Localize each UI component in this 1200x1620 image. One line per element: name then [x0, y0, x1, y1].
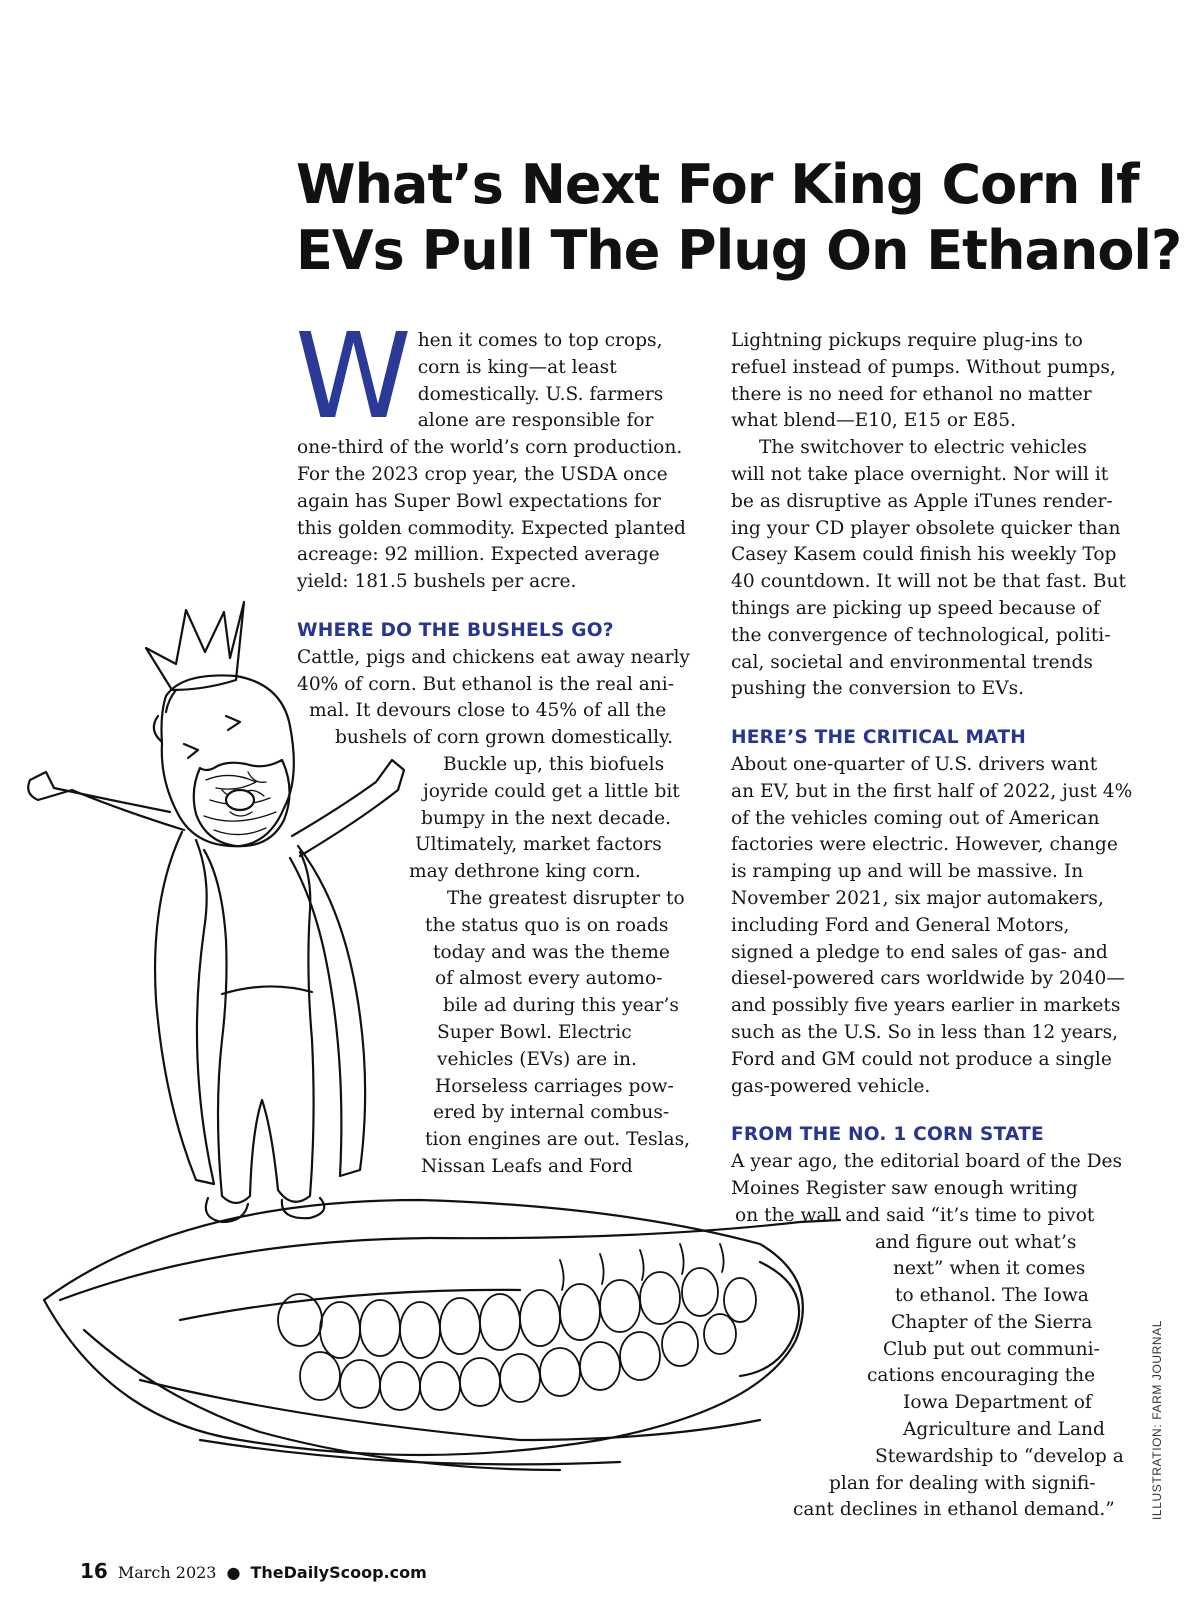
king-feet: [206, 1198, 324, 1222]
intro-line: acreage: 92 million. Expected average: [297, 544, 660, 566]
body-line: be as disruptive as Apple iTunes render-: [731, 490, 1113, 512]
body-line: The switchover to electric vehicles: [759, 437, 1087, 459]
intro-line: domestically. U.S. farmers: [417, 383, 664, 405]
bullet-separator-icon: ●: [226, 1563, 241, 1582]
body-line: refuel instead of pumps. Without pumps,: [731, 356, 1116, 378]
body-line: on the wall and said “it’s time to pivot: [735, 1204, 1095, 1226]
intro-line: For the 2023 crop year, the USDA once: [297, 463, 668, 485]
issue-date: March 2023: [117, 1563, 217, 1582]
intro-line: corn is king—at least: [417, 356, 617, 378]
page-number: 16: [80, 1559, 108, 1583]
intro-paragraph: [295, 307, 686, 596]
body-line: November 2021, six major automakers,: [731, 887, 1104, 909]
body-line: Buckle up, this biofuels: [443, 753, 665, 775]
body-line: may dethrone king corn.: [409, 861, 641, 883]
body-line: and figure out what’s: [875, 1231, 1077, 1253]
headline-line-2: EVs Pull The Plug On Ethanol?: [296, 219, 1182, 282]
subhead-corn-state: FROM THE NO. 1 CORN STATE: [731, 1124, 1044, 1146]
body-line: the status quo is on roads: [425, 914, 669, 936]
drop-cap: W: [295, 307, 412, 445]
site-url: TheDailyScoop.com: [250, 1563, 427, 1582]
body-line: Ultimately, market factors: [415, 834, 662, 856]
body-line: gas-powered vehicle.: [731, 1075, 931, 1097]
body-line: to ethanol. The Iowa: [895, 1285, 1089, 1307]
section-corn-state: [731, 1149, 1123, 1524]
body-line: of almost every automo-: [435, 968, 663, 990]
section-bushels: [297, 645, 691, 1181]
body-line: cal, societal and environmental trends: [731, 651, 1093, 673]
paragraph-switchover: [731, 435, 1126, 703]
body-line: joyride could get a little bit: [423, 780, 680, 802]
body-line: diesel-powered cars worldwide by 2040—: [731, 968, 1125, 990]
body-line: Moines Register saw enough writing: [731, 1177, 1078, 1199]
body-line: vehicles (EVs) are in.: [437, 1048, 637, 1070]
body-line: an EV, but in the first half of 2022, just 4%: [731, 780, 1133, 802]
body-line: things are picking up speed because of: [731, 597, 1100, 619]
intro-line: one-third of the world’s corn production.: [297, 437, 683, 459]
corn-kernels: [278, 1244, 756, 1410]
body-line: Iowa Department of: [903, 1392, 1092, 1414]
body-line: 40% of corn. But ethanol is the real ani-: [297, 673, 674, 695]
body-line: there is no need for ethanol no matter: [731, 383, 1092, 405]
body-line: plan for dealing with signifi-: [829, 1472, 1096, 1494]
body-line: bushels of corn grown domestically.: [335, 727, 673, 749]
page-footer: [80, 1559, 427, 1583]
king-eyes: [184, 716, 240, 758]
intro-line: again has Super Bowl expectations for: [297, 490, 661, 512]
intro-line: alone are responsible for: [417, 410, 654, 432]
body-line: cant declines in ethanol demand.”: [793, 1499, 1115, 1521]
king-left-arm: [28, 772, 184, 830]
body-line: Cattle, pigs and chickens eat away nearly: [297, 646, 690, 668]
body-line: Super Bowl. Electric: [437, 1021, 632, 1043]
body-line: such as the U.S. So in less than 12 years,: [731, 1021, 1119, 1043]
body-line: ing your CD player obsolete quicker than: [731, 517, 1121, 539]
body-line: A year ago, the editorial board of the Des: [731, 1151, 1123, 1173]
left-column: [295, 307, 691, 1181]
body-line: Chapter of the Sierra: [891, 1311, 1093, 1333]
article-headline: [296, 152, 1182, 284]
body-line: is ramping up and will be massive. In: [731, 861, 1084, 883]
body-line: Horseless carriages pow-: [435, 1075, 674, 1097]
body-line: Agriculture and Land: [903, 1419, 1105, 1441]
body-line: will not take place overnight. Nor will it: [731, 463, 1109, 485]
body-line: The greatest disrupter to: [447, 887, 685, 909]
headline-line-1: What’s Next For King Corn If: [296, 153, 1139, 216]
body-line: Club put out communi-: [883, 1338, 1100, 1360]
body-line: next” when it comes: [893, 1258, 1086, 1280]
body-line: of the vehicles coming out of American: [731, 807, 1100, 829]
subhead-bushels: WHERE DO THE BUSHELS GO?: [297, 619, 614, 641]
body-line: bile ad during this year’s: [443, 995, 679, 1017]
body-line: 40 countdown. It will not be that fast. But: [731, 571, 1126, 593]
illustration-credit: ILLUSTRATION: FARM JOURNAL: [1150, 1319, 1164, 1520]
crown-icon: [146, 602, 244, 690]
paragraph-lightning: [731, 328, 1123, 435]
body-line: mal. It devours close to 45% of all the: [309, 700, 667, 722]
subhead-critical-math: HERE’S THE CRITICAL MATH: [731, 727, 1026, 749]
body-line: bumpy in the next decade.: [421, 807, 672, 829]
body-line: and possibly five years earlier in markets: [731, 995, 1121, 1017]
body-line: About one-quarter of U.S. drivers want: [731, 753, 1098, 775]
intro-line: this golden commodity. Expected planted: [297, 517, 686, 539]
body-line: including Ford and General Motors,: [731, 914, 1070, 936]
body-line: the convergence of technological, politi-: [731, 624, 1111, 646]
body-line: Ford and GM could not produce a single: [731, 1048, 1112, 1070]
body-line: pushing the conversion to EVs.: [731, 678, 1025, 700]
body-line: cations encouraging the: [867, 1365, 1096, 1387]
body-line: Stewardship to “develop a: [875, 1445, 1124, 1467]
body-line: tion engines are out. Teslas,: [425, 1129, 691, 1151]
section-critical-math: [731, 752, 1133, 1100]
body-line: today and was the theme: [433, 941, 670, 963]
body-line: factories were electric. However, change: [731, 834, 1118, 856]
body-line: Nissan Leafs and Ford: [421, 1155, 633, 1177]
right-column: [731, 328, 1133, 1524]
intro-line: hen it comes to top crops,: [417, 330, 663, 351]
body-line: Lightning pickups require plug-ins to: [731, 330, 1083, 351]
body-line: what blend—E10, E15 or E85.: [731, 410, 1017, 432]
body-line: Casey Kasem could finish his weekly Top: [731, 544, 1117, 566]
body-line: signed a pledge to end sales of gas- and: [731, 941, 1108, 963]
intro-line: yield: 181.5 bushels per acre.: [297, 571, 577, 593]
body-line: ered by internal combus-: [433, 1102, 670, 1124]
